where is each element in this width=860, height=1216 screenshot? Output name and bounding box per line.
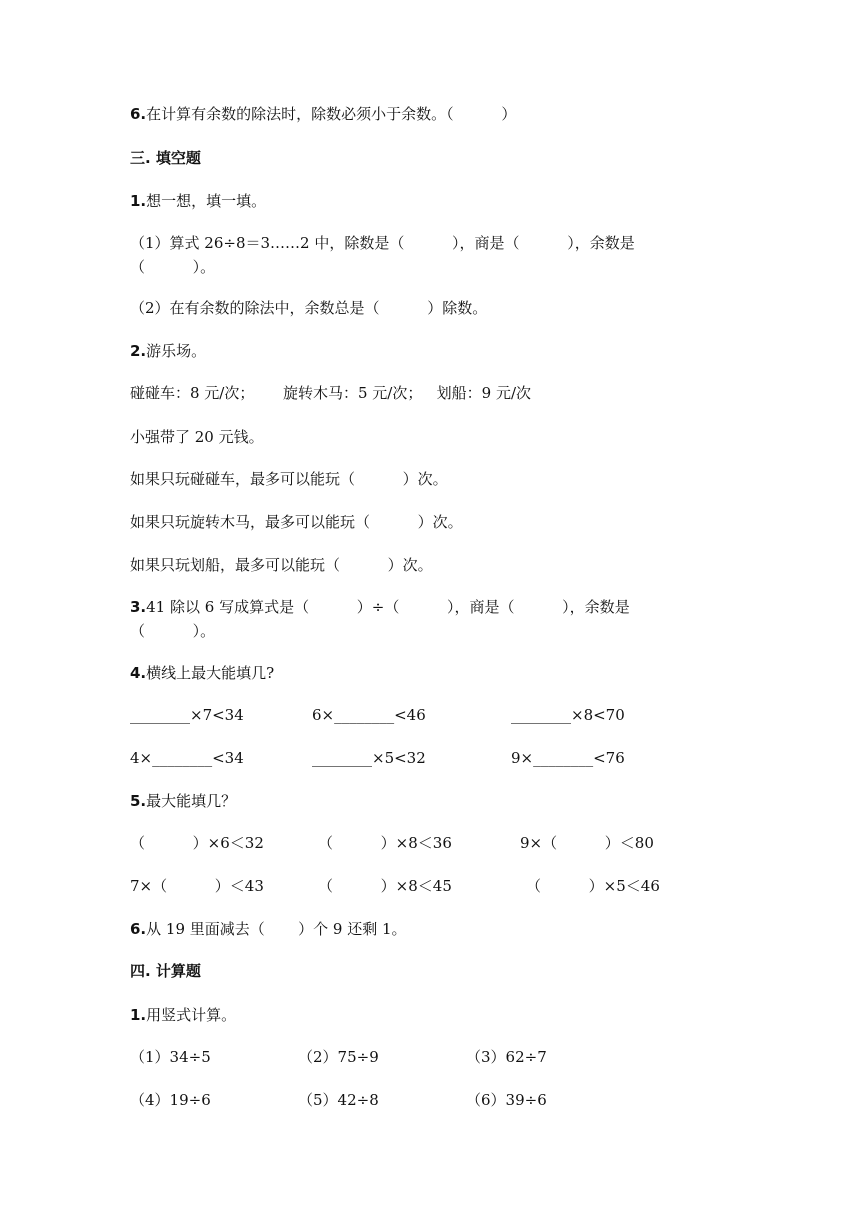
calc-item: （2）75÷9	[298, 1048, 379, 1066]
fill-question-3	[130, 597, 630, 617]
q5-item: （ ）×6＜32	[130, 834, 264, 852]
question-number: 4.	[130, 664, 147, 682]
question-number: 1.	[130, 1006, 147, 1024]
question-number: 1.	[130, 192, 147, 210]
question-text: 在计算有余数的除法时，除数必须小于余数。（ ）	[146, 105, 517, 123]
calc-item: （3）62÷7	[466, 1048, 547, 1066]
section-title-fill-blank: 三. 填空题	[130, 149, 201, 167]
q5-item: （ ）×8＜45	[318, 877, 452, 895]
calc-question-1-title	[130, 1005, 236, 1025]
question-number: 5.	[130, 792, 147, 810]
fill-question-3-line2: （ ）。	[130, 622, 216, 640]
q4-item: ________×7<34	[130, 706, 244, 724]
q5-item: 9×（ ）＜80	[520, 834, 654, 852]
q5-item: （ ）×5＜46	[526, 877, 660, 895]
question-title: 最大能填几？	[146, 792, 237, 810]
fill-question-6	[130, 919, 407, 939]
fill-question-2-title	[130, 341, 206, 361]
fill-question-2-a: 如果只玩碰碰车，最多可以能玩（ ）次。	[130, 470, 448, 488]
fill-question-2-c: 如果只玩划船，最多可以能玩（ ）次。	[130, 556, 433, 574]
q4-item: 6×________<46	[312, 706, 426, 724]
calc-item: （1）34÷5	[130, 1048, 211, 1066]
calc-item: （5）42÷8	[298, 1091, 379, 1109]
fill-question-1-line1b: （ ）。	[130, 258, 216, 276]
q4-item: ________×8<70	[511, 706, 625, 724]
q4-item: 9×________<76	[511, 749, 625, 767]
calc-item: （6）39÷6	[466, 1091, 547, 1109]
fill-question-5-title	[130, 791, 236, 811]
fill-question-4-title	[130, 663, 274, 683]
fill-question-1-line1: （1）算式 26÷8＝3……2 中，除数是（ ），商是（ ），余数是	[130, 234, 635, 252]
question-title: 用竖式计算。	[146, 1006, 237, 1024]
judge-question-6	[130, 104, 516, 124]
question-title: 横线上最大能填几?	[146, 664, 275, 682]
q4-item: ________×5<32	[312, 749, 426, 767]
fill-question-2-prices: 碰碰车：8 元/次； 旋转木马：5 元/次； 划船：9 元/次	[130, 384, 532, 402]
calc-item: （4）19÷6	[130, 1091, 211, 1109]
fill-question-2-money: 小强带了 20 元钱。	[130, 428, 264, 446]
question-text: 从 19 里面减去（ ）个 9 还剩 1。	[146, 920, 407, 938]
fill-question-1-title	[130, 191, 266, 211]
q5-item: （ ）×8＜36	[318, 834, 452, 852]
fill-question-2-b: 如果只玩旋转木马，最多可以能玩（ ）次。	[130, 513, 463, 531]
question-text: 41 除以 6 写成算式是（ ）÷（ ），商是（ ），余数是	[146, 598, 630, 616]
q5-item: 7×（ ）＜43	[130, 877, 264, 895]
question-number: 3.	[130, 598, 147, 616]
section-title-calculation: 四. 计算题	[130, 962, 201, 980]
question-number: 6.	[130, 105, 147, 123]
question-title: 想一想，填一填。	[146, 192, 267, 210]
question-number: 6.	[130, 920, 147, 938]
q4-item: 4×________<34	[130, 749, 244, 767]
question-number: 2.	[130, 342, 147, 360]
fill-question-1-line2: （2）在有余数的除法中，余数总是（ ）除数。	[130, 299, 488, 317]
question-title: 游乐场。	[146, 342, 207, 360]
